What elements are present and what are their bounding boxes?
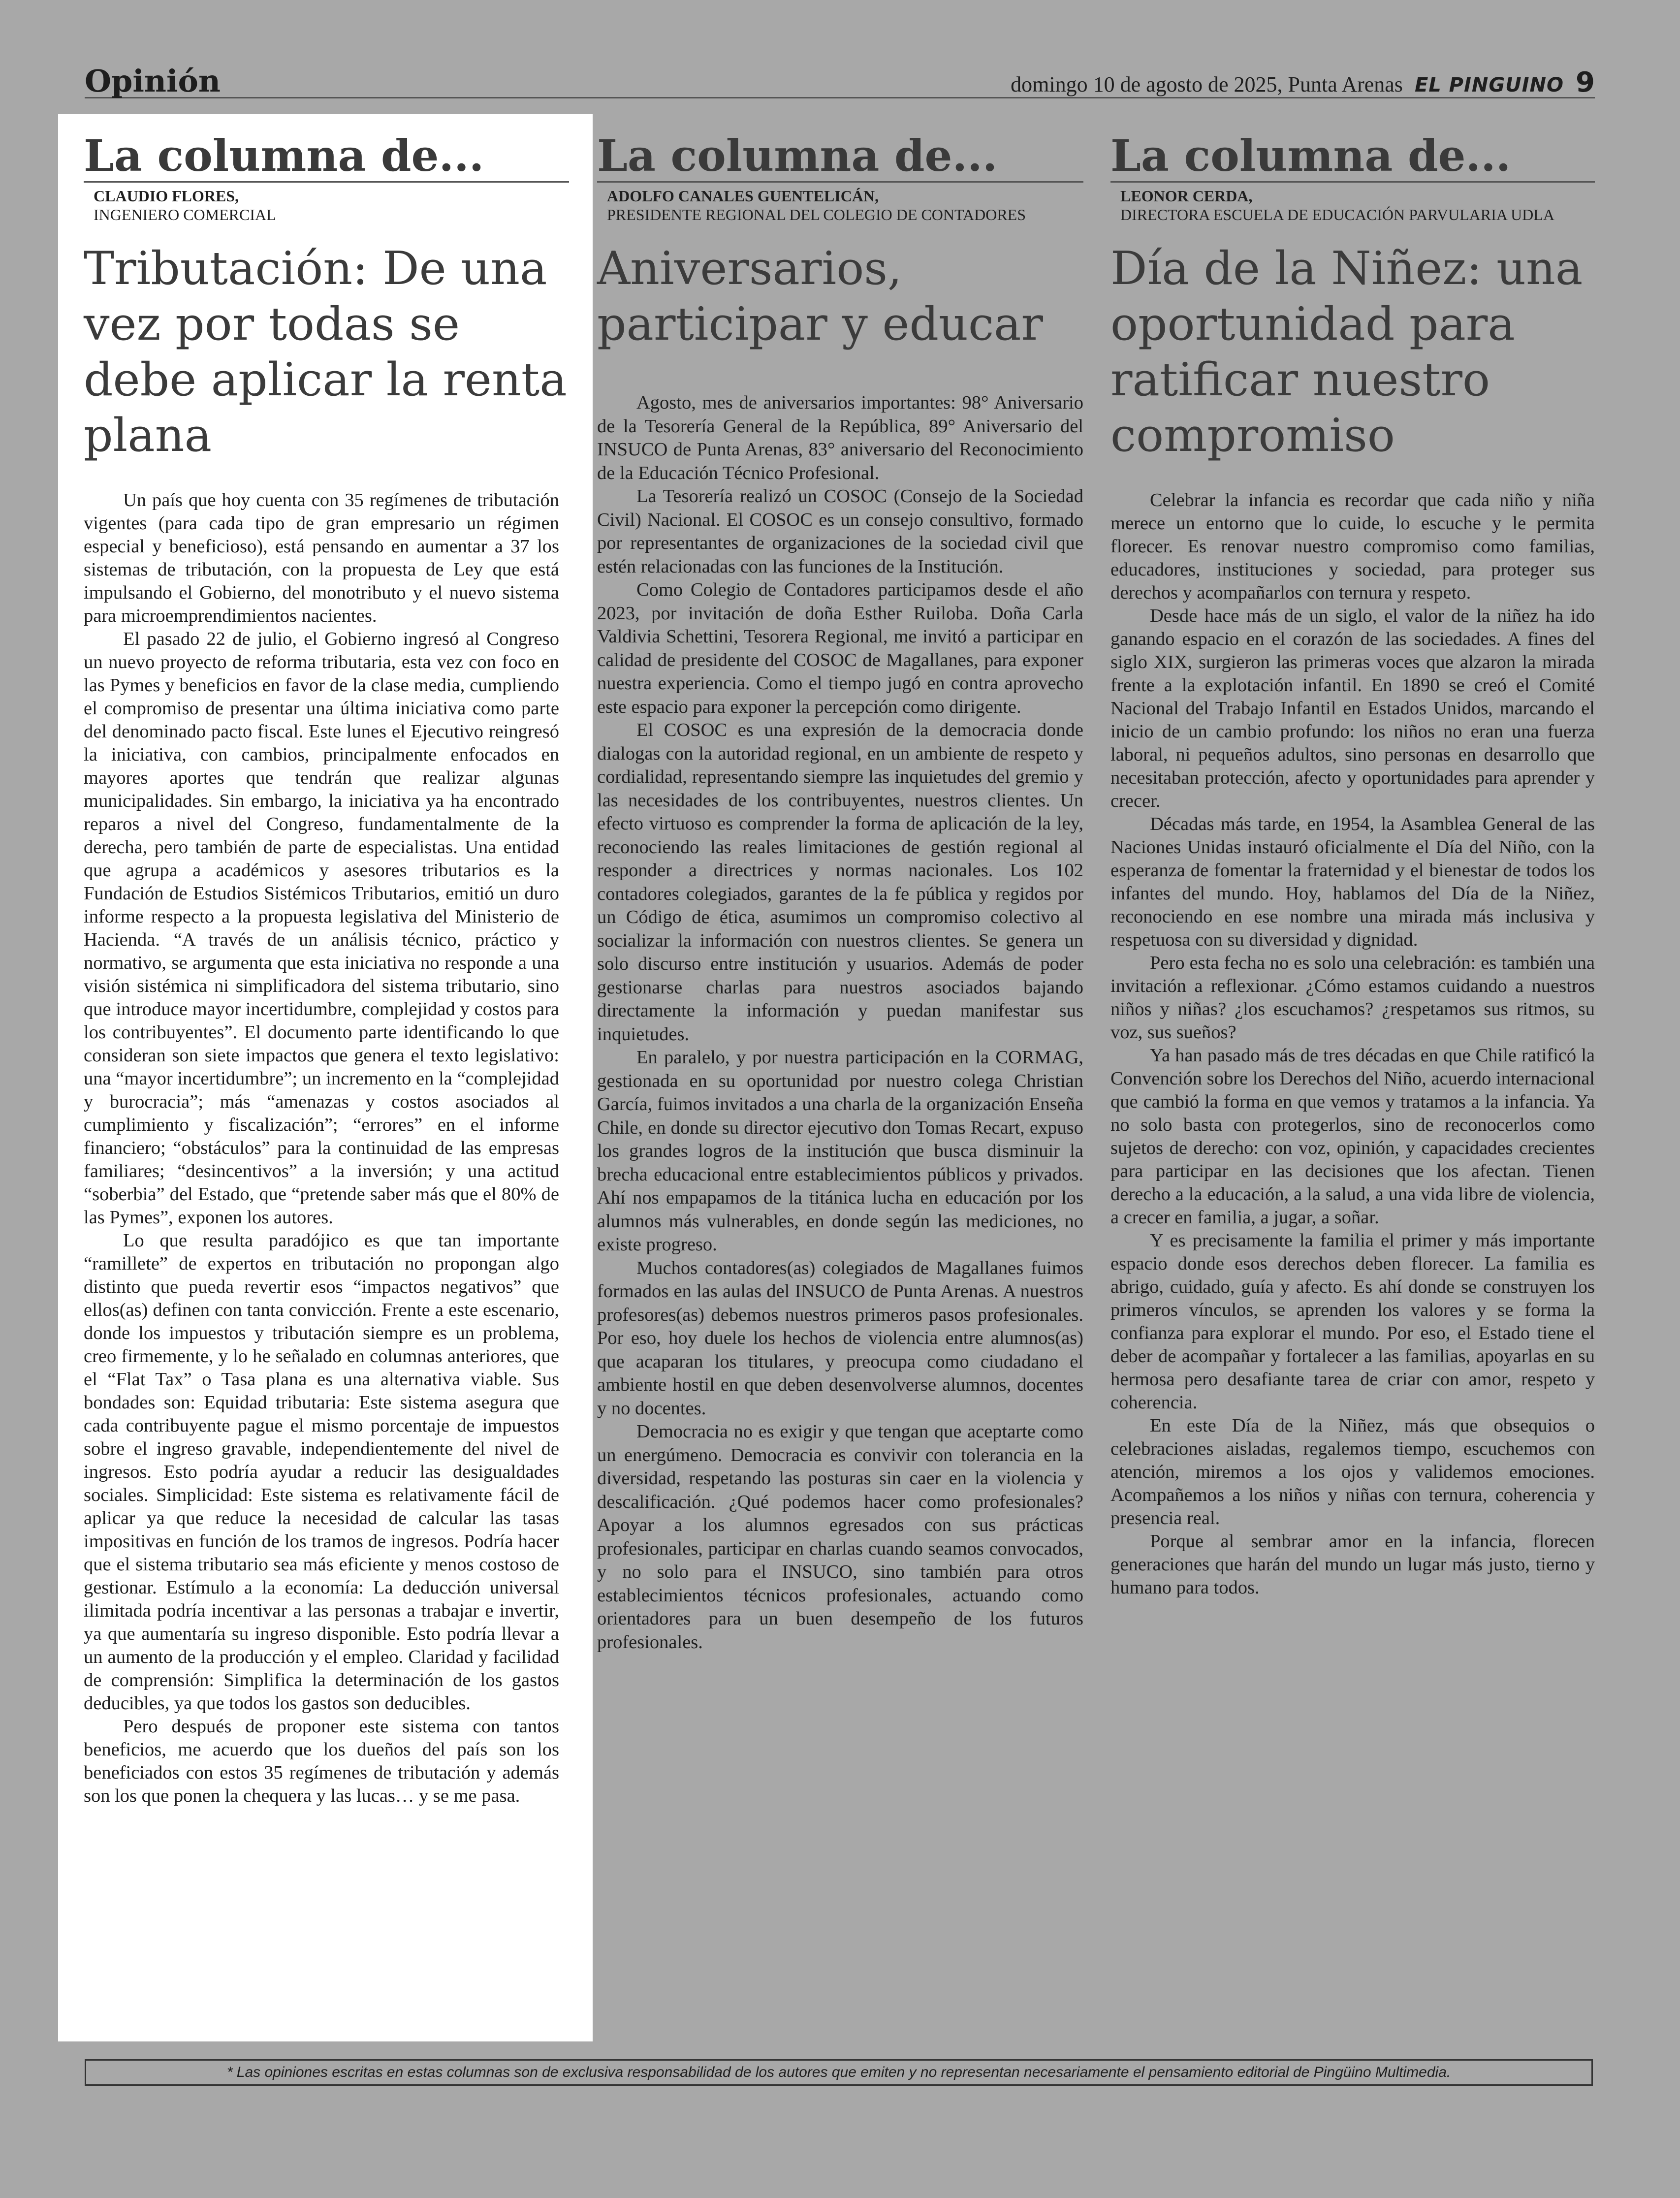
article-headline: Tributación: De una vez por todas se debe aplicar la renta plana bbox=[84, 242, 567, 462]
author-name: LEONOR CERDA, bbox=[1120, 187, 1253, 205]
paragraph: Y es precisamente la familia el primer y más importante espacio donde esos derechos deben florecer. La familia es abrigo, cuidado, guía y afecto. Es ahí donde se construyen los primeros vínculos, se aprenden los valores y se forma la confianza para explorar el mundo. Por eso, el Estado tiene el deber de acompañar y fortalecer a las familias, apoyarlas en su hermosa pero desafiante tarea de criar con amor, respeto y coherencia. bbox=[1110, 1230, 1595, 1413]
section-name: Opinión bbox=[85, 63, 221, 99]
paragraph: Como Colegio de Contadores participamos desde el año 2023, por invitación de doña Esther Ruiloba. Doña Carla Valdivia Schettini, Tesorera Regional, me invitó a participar en calidad de presidente del COSOC de Magallanes, para exponer nuestra experiencia. Como el tiempo jugó en contra aprovecho este espacio para exponer la percepción como dirigente. bbox=[597, 579, 1083, 717]
author-name: CLAUDIO FLORES, bbox=[94, 187, 239, 205]
paragraph: El COSOC es una expresión de la democracia donde dialogas con la autoridad regional, en un ambiente de respeto y cordialidad, representando siempre las inquietudes del gremio y las necesidades de los contribuyentes, nuestros clientes. Un efecto virtuoso es comprender la forma de aplicación de la ley, reconociendo las reales limitaciones de gestión regional al responder a directrices y normas nacionales. Los 102 contadores colegiados, garantes de la fe pública y regidos por un Código de ética, asumimos un compromiso colectivo al socializar la información con nuestros clientes. Se genera un solo discurso entre institución y usuarios. Además de poder gestionarse charlas para nuestros asociados bajando directamente la información y puedan manifestar sus inquietudes. bbox=[597, 720, 1083, 1045]
paragraph: El pasado 22 de julio, el Gobierno ingresó al Congreso un nuevo proyecto de reforma tributaria, esta vez con foco en las Pymes y beneficios en favor de la clase media, cumpliendo el compromiso de presentar una última iniciativa como parte del denominado pacto fiscal. Este lunes el Ejecutivo reingresó la iniciativa, con cambios, principalmente enfocados en mayores aportes que tendrán que realizar algunas municipalidades. Sin embargo, la iniciativa ya ha encontrado reparos a nivel del Congreso, fundamentalmente de la derecha, pero también de parte de especialistas. Una entidad que agrupa a académicos y asesores tributarios es la Fundación de Estudios Sistémicos Tributarios, emitió un duro informe respecto a la propuesta legislativa del Ministerio de Hacienda. “A través de un análisis técnico, práctico y normativo, se argumenta que esta iniciativa no responde a una visión sistémica ni simplificadora del sistema tributario, sino que introduce mayor incertidumbre, complejidad y costos para los contribuyentes”. El documento parte identificando lo que consideran son siete impactos que genera el texto legislativo: una “mayor incertidumbre”; un incremento en la “complejidad y burocracia”; más “amenazas y costos asociados al cumplimiento y fiscalización”; “errores” en el informe financiero; “obstáculos” para la continuidad de las empresas familiares; “desincentivos” a la inversión; y una actitud “soberbia” del Estado, que “pretende saber más que el 80% de las Pymes”, exponen los autores. bbox=[84, 629, 559, 1228]
newspaper-logo: EL PINGUINO bbox=[1414, 74, 1564, 96]
article-headline: Aniversarios, participar y educar bbox=[597, 242, 1043, 350]
paragraph: Desde hace más de un siglo, el valor de la niñez ha ido ganando espacio en el corazón de las sociedades. A fines del siglo XIX, surgieron las primeras voces que alzaron la mirada frente a la explotación infantil. En 1890 se creó el Comité Nacional del Trabajo Infantil en Estados Unidos, marcando el inicio de un cambio profundo: los niños no eran una fuerza laboral, ni pequeños adultos, sino personas en desarrollo que necesitaban protección, afecto y oportunidades para aprender y crecer. bbox=[1110, 605, 1595, 811]
article-headline: Día de la Niñez: una oportunidad para ratificar nuestro compromiso bbox=[1110, 242, 1583, 462]
paragraph: Muchos contadores(as) colegiados de Magallanes fuimos formados en las aulas del INSUCO de Punta Arenas. A nuestros profesores(as) debemos nuestros primeros pasos profesionales. Por eso, hoy duele los hechos de violencia entre alumnos(as) que acaparan los titulares, y preocupa como ciudadano el ambiente hostil en que deben desenvolverse alumnos, docentes y no docentes. bbox=[597, 1257, 1083, 1419]
article-body bbox=[84, 489, 569, 1808]
paragraph: Democracia no es exigir y que tengan que aceptarte como un energúmeno. Democracia es convivir con tolerancia en la diversidad, respetando las posturas sin caer en la violencia y descalificación. ¿Qué podemos hacer como profesionales? Apoyar a los alumnos egresados con sus prácticas profesionales, participar en charlas cuando seamos convocados, y no solo para el INSUCO, sino también para otros establecimientos técnicos profesionales, actuando como orientadores para un buen desempeño de los futuros profesionales. bbox=[597, 1421, 1083, 1653]
column-claudio-flores bbox=[58, 114, 593, 2041]
article-body bbox=[1110, 489, 1595, 1599]
author-title: DIRECTORA ESCUELA DE EDUCACIÓN PARVULARIA UDLA bbox=[1120, 206, 1554, 223]
paragraph: Ya han pasado más de tres décadas en que Chile ratificó la Convención sobre los Derechos del Niño, acuerdo internacional que cambió la forma en que vemos y tratamos a la infancia. Ya no solo basta con protegerlos, sino de reconocerlos como sujetos de derecho: con voz, opinión, y capacidades crecientes para participar en las decisiones que los afectan. Tienen derecho a la educación, a la salud, a una vida libre de violencia, a crecer en familia, a jugar, a soñar. bbox=[1110, 1045, 1595, 1228]
editorial-disclaimer: * Las opiniones escritas en estas columnas son de exclusiva responsabilidad de los autores que emiten y no representan necesariamente el pensamiento editorial de Pingüino Multimedia. bbox=[85, 2059, 1593, 2086]
paragraph: Pero después de proponer este sistema con tantos beneficios, me acuerdo que los dueños del país son los beneficiados con estos 35 regímenes de tributación y además son los que ponen la chequera y las lucas… y se me pasa. bbox=[84, 1716, 559, 1806]
paragraph: En este Día de la Niñez, más que obsequios o celebraciones aisladas, regalemos tiempo, escuchemos con atención, miremos a los ojos y validemos emociones. Acompañemos a los niños y niñas con ternura, coherencia y presencia real. bbox=[1110, 1415, 1595, 1529]
page-number: 9 bbox=[1576, 66, 1595, 98]
article-body bbox=[597, 391, 1083, 1654]
author-title: PRESIDENTE REGIONAL DEL COLEGIO DE CONTADORES bbox=[607, 206, 1026, 223]
paragraph: Lo que resulta paradójico es que tan importante “ramillete” de expertos en tributación no propongan algo distinto que pueda revertir esos “impactos negativos” que ellos(as) definen con tanta convicción. Frente a este escenario, donde los impuestos y tributación siempre es un problema, creo firmemente, y lo he señalado en columnas anteriores, que el “Flat Tax” o Tasa plana es una alternativa viable. Sus bondades son: Equidad tributaria: Este sistema asegura que cada contribuyente pague el mismo porcentaje de impuestos sobre el ingreso gravable, independientemente del nivel de ingresos. Esto podría ayudar a reducir las desigualdades sociales. Simplicidad: Este sistema es relativamente fácil de aplicar ya que reduce la necesidad de calcular las tasas impositivas en función de los tramos de ingresos. Podría hacer que el sistema tributario sea más eficiente y menos costoso de gestionar. Estímulo a la economía: La deducción universal ilimitada podría incentivar a las personas a trabajar e invertir, ya que aumentaría su ingreso disponible. Esto podría llevar a un aumento de la producción y el empleo. Claridad y facilidad de comprensión: Simplifica la determinación de los gastos deducibles, ya que todos los gastos son deducibles. bbox=[84, 1230, 559, 1714]
paragraph: En paralelo, y por nuestra participación en la CORMAG, gestionada en su oportunidad por nuestro colega Christian García, fuimos invitados a una charla de la organización Enseña Chile, en donde su director ejecutivo don Tomas Recart, expuso los grandes logros de la institución que busca disminuir la brecha educacional entre establecimientos públicos y privados. Ahí nos empapamos de la titánica lucha en educación por los alumnos más vulnerables, en donde según las mediciones, no existe progreso. bbox=[597, 1047, 1083, 1255]
page-header bbox=[85, 62, 1595, 98]
paragraph: Un país que hoy cuenta con 35 regímenes de tributación vigentes (para cada tipo de gran empresario un régimen especial y beneficioso), está pensando en aumentar a 37 los sistemas de tributación, con la propuesta de Ley que está impulsando el Gobierno, del monotributo y el nuevo sistema para microemprendimientos nacientes. bbox=[84, 490, 559, 626]
paragraph: Pero esta fecha no es solo una celebración: es también una invitación a reflexionar. ¿Cómo estamos cuidando a nuestros niños y niñas? ¿los escuchamos? ¿respetamos sus ritmos, su voz, sus sueños? bbox=[1110, 953, 1595, 1043]
column-kicker: La columna de... bbox=[1110, 131, 1595, 183]
paragraph: Porque al sembrar amor en la infancia, florecen generaciones que harán del mundo un lugar más justo, tierno y humano para todos. bbox=[1110, 1531, 1595, 1598]
author-title: INGENIERO COMERCIAL bbox=[94, 206, 276, 223]
author-name: ADOLFO CANALES GUENTELICÁN, bbox=[607, 187, 879, 205]
paragraph: Agosto, mes de aniversarios importantes: 98° Aniversario de la Tesorería General de la República, 89° Aniversario del INSUCO de Punta Arenas, 83° aniversario del Reconocimiento de la Educación Técnico Profesional. bbox=[597, 392, 1083, 483]
header-meta bbox=[1011, 66, 1595, 98]
dateline: domingo 10 de agosto de 2025, Punta Arenas bbox=[1011, 72, 1403, 96]
paragraph: Décadas más tarde, en 1954, la Asamblea General de las Naciones Unidas instauró oficialmente el Día del Niño, con la esperanza de fomentar la fraternidad y el bienestar de todos los infantes del mundo. Hoy, hablamos del Día de la Niñez, reconociendo en ese nombre una mirada más inclusiva y respetuosa con su diversidad y dignidad. bbox=[1110, 814, 1595, 950]
column-kicker: La columna de... bbox=[84, 131, 569, 183]
paragraph: Celebrar la infancia es recordar que cada niño y niña merece un entorno que lo cuide, lo escuche y le permita florecer. Es renovar nuestro compromiso como familias, educadores, instituciones y sociedad, para proteger sus derechos y acompañarlos con ternura y respeto. bbox=[1110, 490, 1595, 603]
column-kicker: La columna de... bbox=[597, 131, 1083, 183]
paragraph: La Tesorería realizó un COSOC (Consejo de la Sociedad Civil) Nacional. El COSOC es un consejo consultivo, formado por representantes de organizaciones de la sociedad civil que estén relacionadas con las funciones de la Institución. bbox=[597, 486, 1083, 577]
